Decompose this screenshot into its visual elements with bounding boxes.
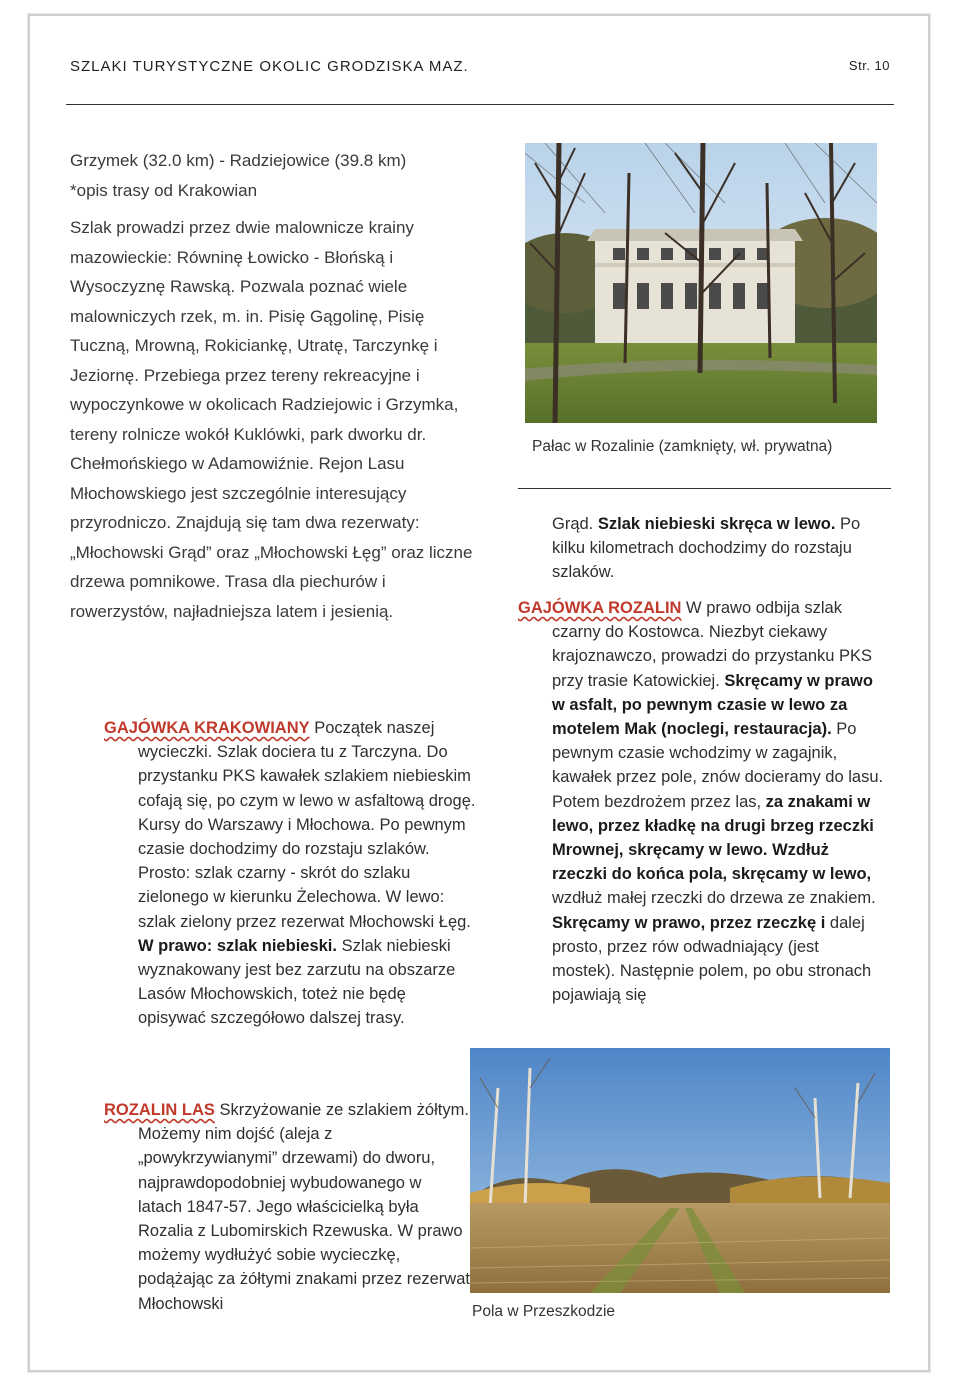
section-gajowka-rozalin — [518, 596, 886, 1007]
text-grad-2: Po kilku kilometrach dochodzimy do rozstaju szlaków. — [552, 515, 861, 582]
keyword-gajowka-rozalin: GAJÓWKA ROZALIN — [518, 599, 682, 617]
caption-rule — [518, 488, 891, 489]
page-number: Str. 10 — [848, 58, 890, 73]
bold-gajowka-rozalin-3: Skręcamy w prawo, przez rzeczkę i — [552, 913, 826, 932]
text-grad-1: Grąd. — [552, 515, 598, 533]
bold-gajowka-krakowiany: W prawo: szlak niebieski. — [138, 936, 337, 955]
route-title: Grzymek (32.0 km) - Radziejowice (39.8 km) — [70, 151, 407, 170]
header-rule — [66, 104, 894, 105]
palace-caption: Pałac w Rozalinie (zamknięty, wł. prywatna) — [532, 438, 833, 455]
text-gajowka-krakowiany-2: Szlak niebieski wyznakowany jest bez zarzutu na obszarze Lasów Młochowskich, toteż nie będę opisywać szczegółowo dalszej trasy. — [138, 936, 456, 1028]
intro-paragraph: Szlak prowadzi przez dwie malownicze krainy mazowieckie: Równinę Łowicko - Błońską i Wysoczyznę Rawską. Pozwala poznać wiele malowniczych rzek, m. in. Pisię Gągolinę, Pisię Tuczną, Mrowną, Rokiciankę, Utratę, Tarczynkę i Jeziornę. Przebiega przez tereny rekreacyjne i wypoczynkowe w okolicach Radziejowic i Grzymka, tereny rolnicze wokół Kuklówki, park dworku dr. Chełmońskiego w Adamowiźnie. Rejon Lasu Młochowskiego jest szczególnie interesujący przyrodniczo. Znajdują się tam dwa rezerwaty: „Młochowski Grąd” oraz „Młochowski Łęg” oraz liczne drzewa pomnikowe. Trasa dla piechurów i rowerzystów, najładniejsza latem i jesienią. — [70, 218, 473, 621]
header-title: SZLAKI TURYSTYCZNE OKOLIC GRODZISKA MAZ. — [70, 58, 469, 75]
bold-gajowka-rozalin-2: za znakami w lewo, przez kładkę na drugi brzeg rzeczki Mrownej, skręcamy w lewo. Wzdłuż rzeczki do końca pola, skręcamy w lewo, — [552, 792, 874, 884]
text-gajowka-rozalin-3: wzdłuż małej rzeczki do drzewa ze znakiem. — [552, 889, 876, 908]
keyword-rozalin-las: ROZALIN LAS — [104, 1101, 215, 1119]
text-gajowka-krakowiany-1: Początek naszej wycieczki. Szlak dociera tu z Tarczyna. Do przystanku PKS kawałek szlakiem niebieskim cofają się, po czym w lewo w asfaltową drogę. Kursy do Warszawy i Młochowa. Po pewnym czasie dochodzimy do rozstaju szlaków. Prosto: szlak czarny - skrót do szlaku zielonego w kierunku Żelechowa. W lewo: szlak zielony przez rezerwat Młochowski Łęg. — [138, 719, 476, 931]
text-rozalin-las: Skrzyżowanie ze szlakiem żółtym. Możemy nim dojść (aleja z „powykrzywianymi” drzewami) do dworu, najprawdopodobniej wybudowanego w latach 1847-57. Jego właścicielką była Rozalia z Lubomirskich Rzewuska. W prawo możemy wydłużyć sobie wycieczkę, podążając za żółtymi znakami przez rezerwat Młochowski — [138, 1101, 470, 1313]
bold-gajowka-rozalin-1: Skręcamy w prawo w asfalt, po pewnym czasie w lewo za motelem Mak (noclegi, restauracja). — [552, 671, 873, 739]
section-grad — [552, 512, 888, 585]
bold-grad: Szlak niebieski skręca w lewo. — [597, 515, 836, 533]
keyword-gajowka-krakowiany: GAJÓWKA KRAKOWIANY — [104, 719, 310, 737]
field-photo — [470, 1048, 890, 1293]
text-gajowka-rozalin-1: W prawo odbija szlak czarny do Kostowca. Niezbyt ciekawy krajoznawczo, prowadzi do przystanku PKS przy trasie Katowickiej. — [552, 599, 873, 690]
route-note: *opis trasy od Krakowian — [70, 180, 258, 200]
text-gajowka-rozalin-2: Po pewnym czasie wchodzimy w zagajnik, kawałek przez pole, znów docieramy do lasu. Potem bezdrożem przez las, — [552, 720, 884, 811]
section-gajowka-krakowiany — [104, 716, 476, 1031]
field-caption: Pola w Przeszkodzie — [472, 1303, 616, 1320]
section-rozalin-las — [104, 1098, 470, 1316]
text-gajowka-rozalin-4: dalej prosto, przez rów odwadniający (jest mostek). Następnie polem, po obu stronach pojawiają się — [552, 913, 872, 1005]
intro-section — [70, 146, 480, 626]
palace-photo — [525, 143, 877, 423]
